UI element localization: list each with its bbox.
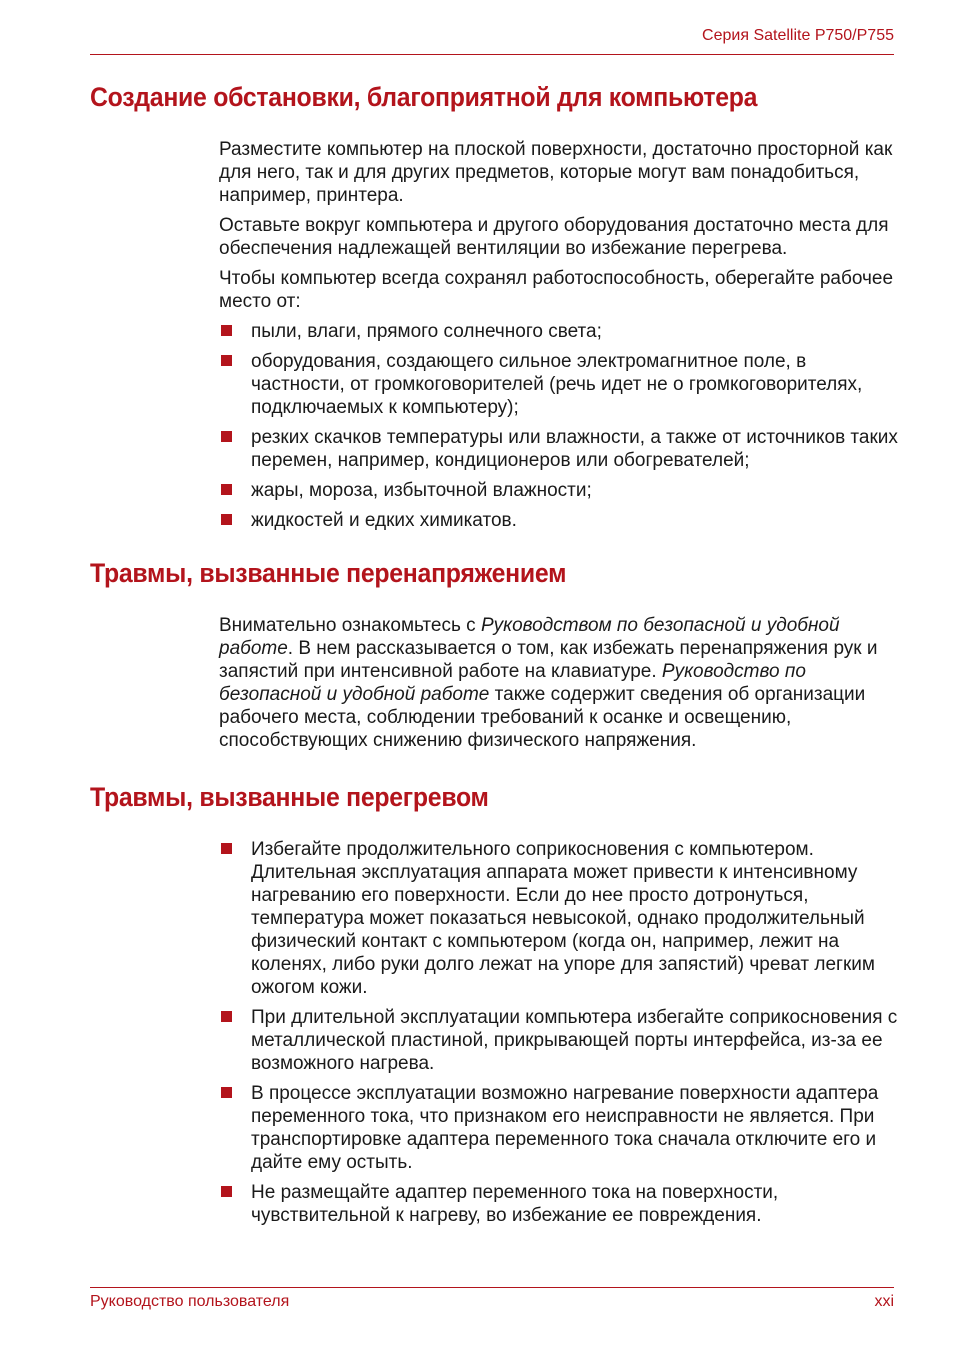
bullet-square-icon <box>221 514 232 525</box>
bullet-square-icon <box>221 1087 232 1098</box>
paragraph: Оставьте вокруг компьютера и другого оборудования достаточно места для обеспечения надлежащей вентиляции во избежание перегрева. <box>219 215 889 259</box>
list-item <box>219 1082 899 1174</box>
section-title-environment: Создание обстановки, благоприятной для компьютера <box>90 82 758 112</box>
list-item <box>219 509 899 532</box>
header-rule <box>90 54 894 55</box>
footer-title: Руководство пользователя <box>90 1293 290 1310</box>
section-body-heat <box>219 838 899 1234</box>
list-item <box>219 350 899 419</box>
section-body-environment <box>219 138 899 539</box>
paragraph <box>219 614 899 752</box>
section-body-strain <box>219 614 899 759</box>
bullet-list <box>219 838 899 1227</box>
bullet-square-icon <box>221 1186 232 1197</box>
list-item-text: При длительной эксплуатации компьютера избегайте соприкосновения с металлической пластиной, прикрывающей порты интерфейса, из-за ее возможного нагрева. <box>251 1007 898 1074</box>
list-item-text: жары, мороза, избыточной влажности; <box>251 480 592 501</box>
list-item-text: Не размещайте адаптер переменного тока на поверхности, чувствительной к нагреву, во избежание ее повреждения. <box>251 1182 779 1226</box>
list-item-text: В процессе эксплуатации возможно нагревание поверхности адаптера переменного тока, что признаком его неисправности не является. При транспортировке адаптера переменного тока сначала отключите его и дайте ему остыть. <box>251 1083 879 1173</box>
bullet-square-icon <box>221 355 232 366</box>
section-title-heat: Травмы, вызванные перегревом <box>90 782 489 812</box>
list-item <box>219 426 899 472</box>
page-number: xxi <box>874 1293 894 1310</box>
bullet-square-icon <box>221 431 232 442</box>
list-item-text: оборудования, создающего сильное электромагнитное поле, в частности, от громкоговорителей (речь идет не о громкоговорителях, подключаемых к компьютеру); <box>251 351 863 418</box>
guide-title: Руководство по безопасной и удобной работе <box>219 661 806 705</box>
list-item <box>219 1181 899 1227</box>
bullet-square-icon <box>221 325 232 336</box>
guide-title: Руководством по безопасной и удобной работе <box>219 615 840 659</box>
list-item-text: резких скачков температуры или влажности, а также от источников таких перемен, например, кондиционеров или обогревателей; <box>251 427 898 471</box>
running-header: Серия Satellite P750/P755 <box>702 27 894 44</box>
list-item-text: Избегайте продолжительного соприкосновения с компьютером. Длительная эксплуатация аппарата может привести к интенсивному нагреванию его поверхности. Если до нее просто дотронуться, температура может показаться невысокой, однако продолжительный физический контакт с компьютером (когда он, например, лежит на коленях, либо руки долго лежат на упоре для запястий) чреват легким ожогом кожи. <box>251 839 875 998</box>
list-item <box>219 320 899 343</box>
text-run: Внимательно ознакомьтесь с <box>219 615 481 636</box>
section-title-strain: Травмы, вызванные перенапряжением <box>90 558 567 588</box>
paragraph: Разместите компьютер на плоской поверхности, достаточно просторной как для него, так и для других предметов, которые могут вам понадобиться, например, принтера. <box>219 139 893 206</box>
footer-rule <box>90 1287 894 1288</box>
text-run: . В нем рассказывается о том, как избежать перенапряжения рук и запястий при интенсивной работе на клавиатуре. <box>219 638 878 682</box>
text-run: также содержит сведения об организации рабочего места, соблюдении требований к осанке и освещению, способствующих снижению физического напряжения. <box>219 684 866 751</box>
bullet-square-icon <box>221 843 232 854</box>
list-item <box>219 479 899 502</box>
bullet-square-icon <box>221 1011 232 1022</box>
list-item-text: пыли, влаги, прямого солнечного света; <box>251 321 602 342</box>
bullet-list <box>219 320 899 532</box>
list-item <box>219 838 899 999</box>
paragraph: Чтобы компьютер всегда сохранял работоспособность, оберегайте рабочее место от: <box>219 268 894 312</box>
list-item <box>219 1006 899 1075</box>
bullet-square-icon <box>221 484 232 495</box>
list-item-text: жидкостей и едких химикатов. <box>251 510 517 531</box>
